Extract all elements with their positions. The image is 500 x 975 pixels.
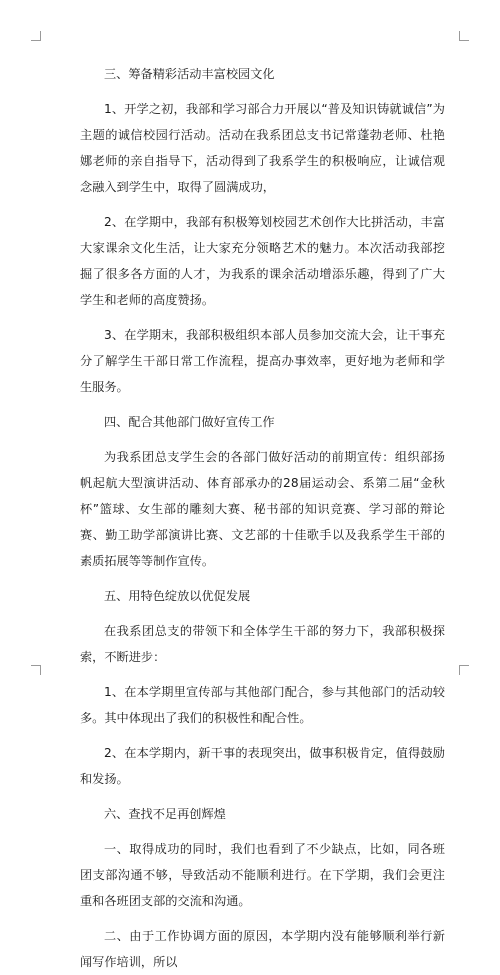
section-heading: 三、筹备精彩活动丰富校园文化 (104, 67, 275, 81)
section-heading: 四、配合其他部门做好宣传工作 (104, 415, 275, 429)
body-paragraph: 为我系团总支学生会的各部门做好活动的前期宣传：组织部扬帆起航大型演讲活动、体育部承办的28届运动会、系第二届“金秋杯”篮球、女生部的雕刻大赛、秘书部的知识竞赛、学习部的辩论赛、勤工助学部演讲比赛、文艺部的十佳歌手以及我系学生干部的素质拓展等等制作宣传。 (80, 450, 445, 568)
body-paragraph: 1、在本学期里宣传部与其他部门配合，参与其他部门的活动较多。其中体现出了我们的积极性和配合性。 (80, 685, 445, 725)
section-heading: 六、查找不足再创辉煌 (104, 807, 226, 821)
section-heading: 五、用特色绽放以优促发展 (104, 589, 251, 603)
document-body (80, 61, 445, 975)
body-paragraph: 3、在学期末，我部积极组织本部人员参加交流大会，让干事充分了解学生干部日常工作流程，提高办事效率，更好地为老师和学生服务。 (80, 328, 445, 394)
crop-mark-top-right (459, 31, 469, 41)
body-paragraph: 2、在学期中，我部有积极筹划校园艺术创作大比拼活动，丰富大家课余文化生活，让大家充分领略艺术的魅力。本次活动我部挖掘了很多各方面的人才，为我系的课余活动增添乐趣，得到了广大学生和老师的高度赞扬。 (80, 215, 445, 307)
body-paragraph: 1、开学之初，我部和学习部合力开展以“普及知识铸就诚信”为主题的诚信校园行活动。活动在我系团总支书记常蓬勃老师、杜艳娜老师的亲自指导下，活动得到了我系学生的积极响应，让诚信观念融入到学生中，取得了圆满成功， (80, 102, 445, 194)
body-paragraph: 2、在本学期内，新干事的表现突出，做事积极肯定，值得鼓励和发扬。 (80, 746, 445, 786)
crop-mark-top-left (31, 31, 41, 41)
crop-mark-bottom-right (459, 665, 469, 675)
crop-mark-bottom-left (31, 665, 41, 675)
body-paragraph: 二、由于工作协调方面的原因，本学期内没有能够顺利举行新闻写作培训，所以 (80, 929, 445, 969)
body-paragraph: 在我系团总支的带领下和全体学生干部的努力下，我部积极探索，不断进步： (80, 624, 445, 664)
body-paragraph: 一、取得成功的同时，我们也看到了不少缺点，比如，同各班团支部沟通不够，导致活动不能顺利进行。在下学期，我们会更注重和各班团支部的交流和沟通。 (80, 842, 445, 908)
